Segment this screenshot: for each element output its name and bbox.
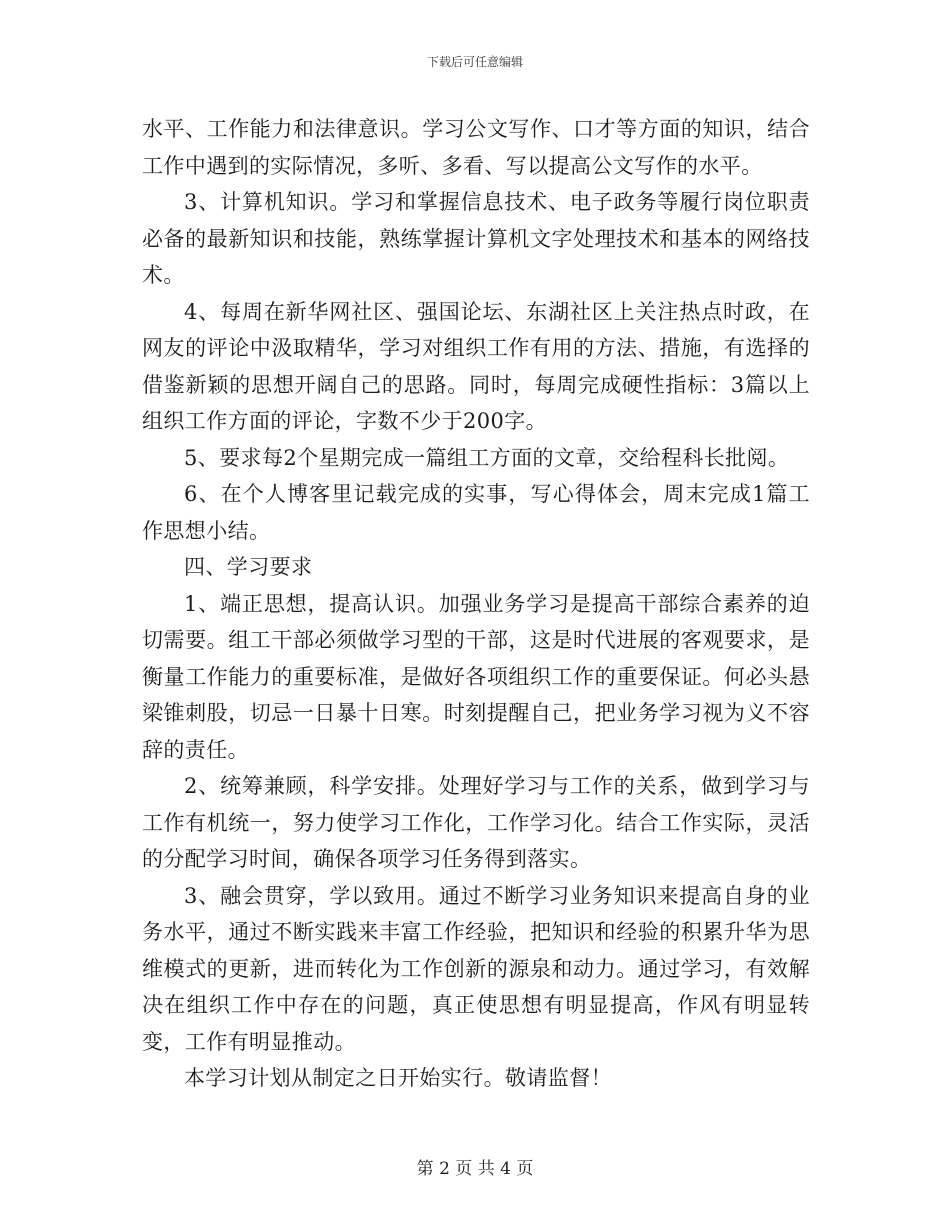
paragraph-continued: 水平、工作能力和法律意识。学习公文写作、口才等方面的知识，结合工作中遇到的实际情况，多听、多看、写以提高公文写作的水平。 [142, 117, 810, 178]
paragraph-item-5: 5、要求每2个星期完成一篇组工方面的文章，交给程科长批阅。 [184, 445, 790, 470]
paragraph-requirement-3: 3、融会贯穿，学以致用。通过不断学习业务知识来提高自身的业务水平，通过不断实践来丰富工作经验，把知识和经验的积累升华为思维模式的更新，进而转化为工作创新的源泉和动力。通过学习，有效解决在组织工作中存在的问题，真正使思想有明显提高，作风有明显转变，工作有明显推动。 [142, 883, 810, 1054]
paragraph-item-4: 4、每周在新华网社区、强国论坛、东湖社区上关注热点时政，在网友的评论中汲取精华，学习对组织工作有用的方法、措施，有选择的借鉴新颖的思想开阔自己的思路。同时，每周完成硬性指标：3篇以上组织工作方面的评论，字数不少于200字。 [142, 299, 810, 433]
paragraph-requirement-2: 2、统筹兼顾，科学安排。处理好学习与工作的关系，做到学习与工作有机统一，努力使学习工作化，工作学习化。结合工作实际，灵活的分配学习时间，确保各项学习任务得到落实。 [142, 774, 810, 871]
paragraph-closing: 本学习计划从制定之日开始实行。敬请监督！ [184, 1066, 612, 1090]
page-number: 第 2 页 共 4 页 [416, 1159, 534, 1179]
paragraph-requirement-1: 1、端正思想，提高认识。加强业务学习是提高干部综合素养的迫切需要。组工干部必须做学习型的干部，这是时代进展的客观要求，是衡量工作能力的重要标准，是做好各项组织工作的重要保证。何必头悬梁锥刺股，切忌一日暴十日寒。时刻提醒自己，把业务学习视为义不容辞的责任。 [142, 591, 810, 762]
paragraph-item-3: 3、计算机知识。学习和掌握信息技术、电子政务等履行岗位职责必备的最新知识和技能，熟练掌握计算机文字处理技术和基本的网络技术。 [142, 190, 810, 287]
page-header-note: 下载后可任意编辑 [426, 55, 523, 69]
document-body [142, 111, 810, 1097]
section-heading-requirements: 四、学习要求 [184, 555, 313, 579]
paragraph-item-6: 6、在个人博客里记载完成的实事，写心得体会，周末完成1篇工作思想小结。 [142, 482, 810, 543]
